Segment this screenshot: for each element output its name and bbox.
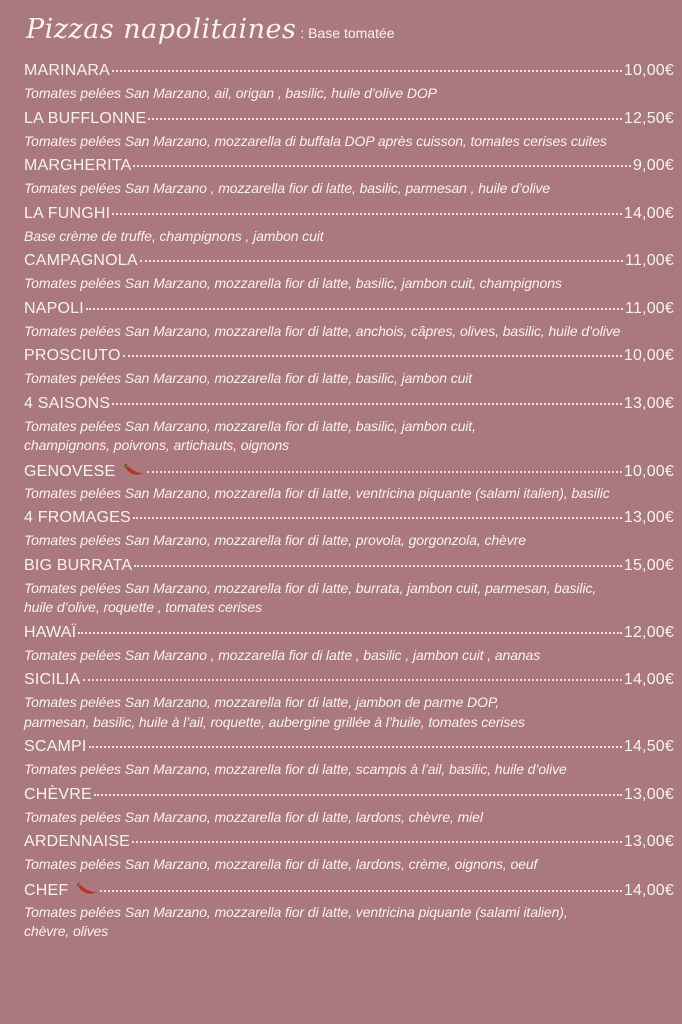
menu-item-row xyxy=(24,624,674,646)
pizza-description: huile d’olive, roquette , tomates cerises xyxy=(24,599,262,615)
menu-item xyxy=(24,833,674,875)
dotted-leader xyxy=(112,213,622,215)
menu-item xyxy=(24,557,674,618)
pizza-price: 13,00€ xyxy=(623,785,674,803)
pizza-name: CAMPAGNOLA xyxy=(24,252,138,269)
pizza-name: ARDENNAISE xyxy=(24,833,131,850)
pizza-price: 13,00€ xyxy=(623,509,674,526)
chili-pepper-icon xyxy=(123,464,145,478)
pizza-description: Tomates pelées San Marzano, ail, origan , basilic, huile d’olive DOP xyxy=(24,85,437,101)
pizza-description: chèvre, olives xyxy=(24,923,109,939)
dotted-leader xyxy=(123,355,622,357)
pizza-price: 10,00€ xyxy=(623,462,674,480)
pizza-name: PROSCIUTO xyxy=(24,347,121,364)
menu-item xyxy=(24,786,674,828)
menu-item-row xyxy=(24,62,674,84)
pizza-description: parmesan, basilic, huile à l’ail, roquette, aubergine grillée à l’huile, tomates cerises xyxy=(24,713,525,730)
pizza-price: 11,00€ xyxy=(625,252,674,269)
pizza-name: 4 FROMAGES xyxy=(24,509,131,526)
dotted-leader xyxy=(140,260,623,262)
pizza-description: Tomates pelées San Marzano, mozzarella fior di latte, lardons, crème, oignons, oeuf xyxy=(24,856,538,872)
pizza-name: LA BUFFLONNE xyxy=(24,109,147,127)
pizza-description: Tomates pelées San Marzano, mozzarella fior di latte, jambon de parme DOP, xyxy=(24,694,500,710)
pizza-name: CHEF xyxy=(24,881,69,899)
pizza-price: 14,00€ xyxy=(623,881,674,899)
pizza-menu-list xyxy=(24,62,674,948)
menu-item-row xyxy=(24,786,674,808)
pizza-description: Base crème de truffe, champignons , jambon cuit xyxy=(24,227,324,244)
pizza-description: Tomates pelées San Marzano, mozzarella fior di latte, lardons, chèvre, miel xyxy=(24,808,483,825)
pizza-description: Tomates pelées San Marzano, mozzarella fior di latte, anchois, câpres, olives, basilic, huile d’olive xyxy=(24,322,621,339)
pizza-description: Tomates pelées San Marzano, mozzarella fior di latte, basilic, jambon cuit, champignons xyxy=(24,275,562,291)
section-title: Pizzas napolitaines xyxy=(26,14,297,45)
dotted-leader xyxy=(78,632,622,634)
pizza-name: HAWAÏ xyxy=(24,623,77,641)
menu-item-row xyxy=(24,110,674,132)
pizza-price: 12,00€ xyxy=(623,623,674,641)
dotted-leader xyxy=(134,565,622,567)
dotted-leader xyxy=(133,165,630,167)
menu-item xyxy=(24,252,674,294)
menu-item-row xyxy=(24,205,674,227)
menu-item xyxy=(24,509,674,551)
pizza-description: Tomates pelées San Marzano, mozzarella fior di latte, basilic, jambon cuit xyxy=(24,370,473,386)
menu-item xyxy=(24,62,674,104)
pizza-name: MARINARA xyxy=(24,62,111,79)
menu-item-row xyxy=(24,347,674,369)
menu-item-row xyxy=(24,462,674,484)
menu-item xyxy=(24,300,674,342)
menu-header xyxy=(26,14,395,54)
pizza-price: 14,00€ xyxy=(623,671,674,688)
menu-item xyxy=(24,347,674,389)
pizza-name: 4 SAISONS xyxy=(24,394,111,412)
dotted-leader xyxy=(100,890,622,892)
menu-item-row xyxy=(24,557,674,579)
pizza-price: 10,00€ xyxy=(623,62,674,79)
dotted-leader xyxy=(112,403,622,405)
menu-item xyxy=(24,671,674,732)
menu-item xyxy=(24,624,674,666)
dotted-leader xyxy=(83,679,622,681)
menu-item-row xyxy=(24,300,674,322)
pizza-description: Tomates pelées San Marzano, mozzarella di buffala DOP après cuisson, tomates cerises cuites xyxy=(24,132,607,149)
menu-item xyxy=(24,110,674,152)
pizza-description: Tomates pelées San Marzano, mozzarella fior di latte, burrata, jambon cuit, parmesan, basilic, xyxy=(24,579,597,596)
pizza-name: BIG BURRATA xyxy=(24,556,133,574)
menu-item xyxy=(24,881,674,942)
pizza-description: Tomates pelées San Marzano, mozzarella fior di latte, basilic, jambon cuit, xyxy=(24,417,476,434)
pizza-name: CHÈVRE xyxy=(24,785,92,803)
pizza-name: SICILIA xyxy=(24,671,81,688)
pizza-price: 12,50€ xyxy=(623,109,674,127)
menu-item-row xyxy=(24,252,674,274)
pizza-name: SCAMPI xyxy=(24,738,87,755)
menu-item xyxy=(24,462,674,504)
menu-item xyxy=(24,738,674,780)
pizza-price: 11,00€ xyxy=(625,299,674,317)
chili-pepper-icon xyxy=(76,883,98,897)
dotted-leader xyxy=(147,471,621,473)
pizza-name: GENOVESE xyxy=(24,462,116,480)
menu-item xyxy=(24,205,674,247)
pizza-description: Tomates pelées San Marzano, mozzarella fior di latte, ventricina piquante (salami italien), basilic xyxy=(24,484,610,501)
menu-item-row xyxy=(24,671,674,693)
dotted-leader xyxy=(89,746,622,748)
menu-item-row xyxy=(24,157,674,179)
pizza-description: Tomates pelées San Marzano, mozzarella fior di latte, provola, gorgonzola, chèvre xyxy=(24,532,526,548)
dotted-leader xyxy=(132,841,622,843)
dotted-leader xyxy=(148,118,621,120)
pizza-name: MARGHERITA xyxy=(24,157,132,174)
pizza-price: 15,00€ xyxy=(623,556,674,574)
pizza-name: NAPOLI xyxy=(24,299,84,317)
menu-item-row xyxy=(24,509,674,531)
pizza-name: LA FUNGHI xyxy=(24,204,111,222)
menu-item-row xyxy=(24,881,674,903)
menu-item-row xyxy=(24,395,674,417)
pizza-price: 14,00€ xyxy=(623,204,674,222)
pizza-price: 13,00€ xyxy=(623,833,674,850)
pizza-price: 14,50€ xyxy=(623,738,674,755)
section-subtitle: : Base tomatée xyxy=(300,25,395,41)
menu-item-row xyxy=(24,833,674,855)
pizza-description: champignons, poivrons, artichauts, oignons xyxy=(24,437,290,453)
menu-item xyxy=(24,395,674,456)
pizza-description: Tomates pelées San Marzano , mozzarella fior di latte , basilic , jambon cuit , ananas xyxy=(24,646,541,663)
pizza-price: 10,00€ xyxy=(623,347,674,364)
dotted-leader xyxy=(133,517,622,519)
menu-item xyxy=(24,157,674,199)
dotted-leader xyxy=(112,70,622,72)
pizza-price: 9,00€ xyxy=(632,157,674,174)
pizza-price: 13,00€ xyxy=(623,394,674,412)
pizza-description: Tomates pelées San Marzano , mozzarella fior di latte, basilic, parmesan , huile d’olive xyxy=(24,180,551,196)
dotted-leader xyxy=(94,794,622,796)
menu-item-row xyxy=(24,738,674,760)
dotted-leader xyxy=(86,308,623,310)
pizza-description: Tomates pelées San Marzano, mozzarella fior di latte, ventricina piquante (salami italien), xyxy=(24,903,568,920)
pizza-description: Tomates pelées San Marzano, mozzarella fior di latte, scampis à l’ail, basilic, huile d’olive xyxy=(24,761,567,777)
